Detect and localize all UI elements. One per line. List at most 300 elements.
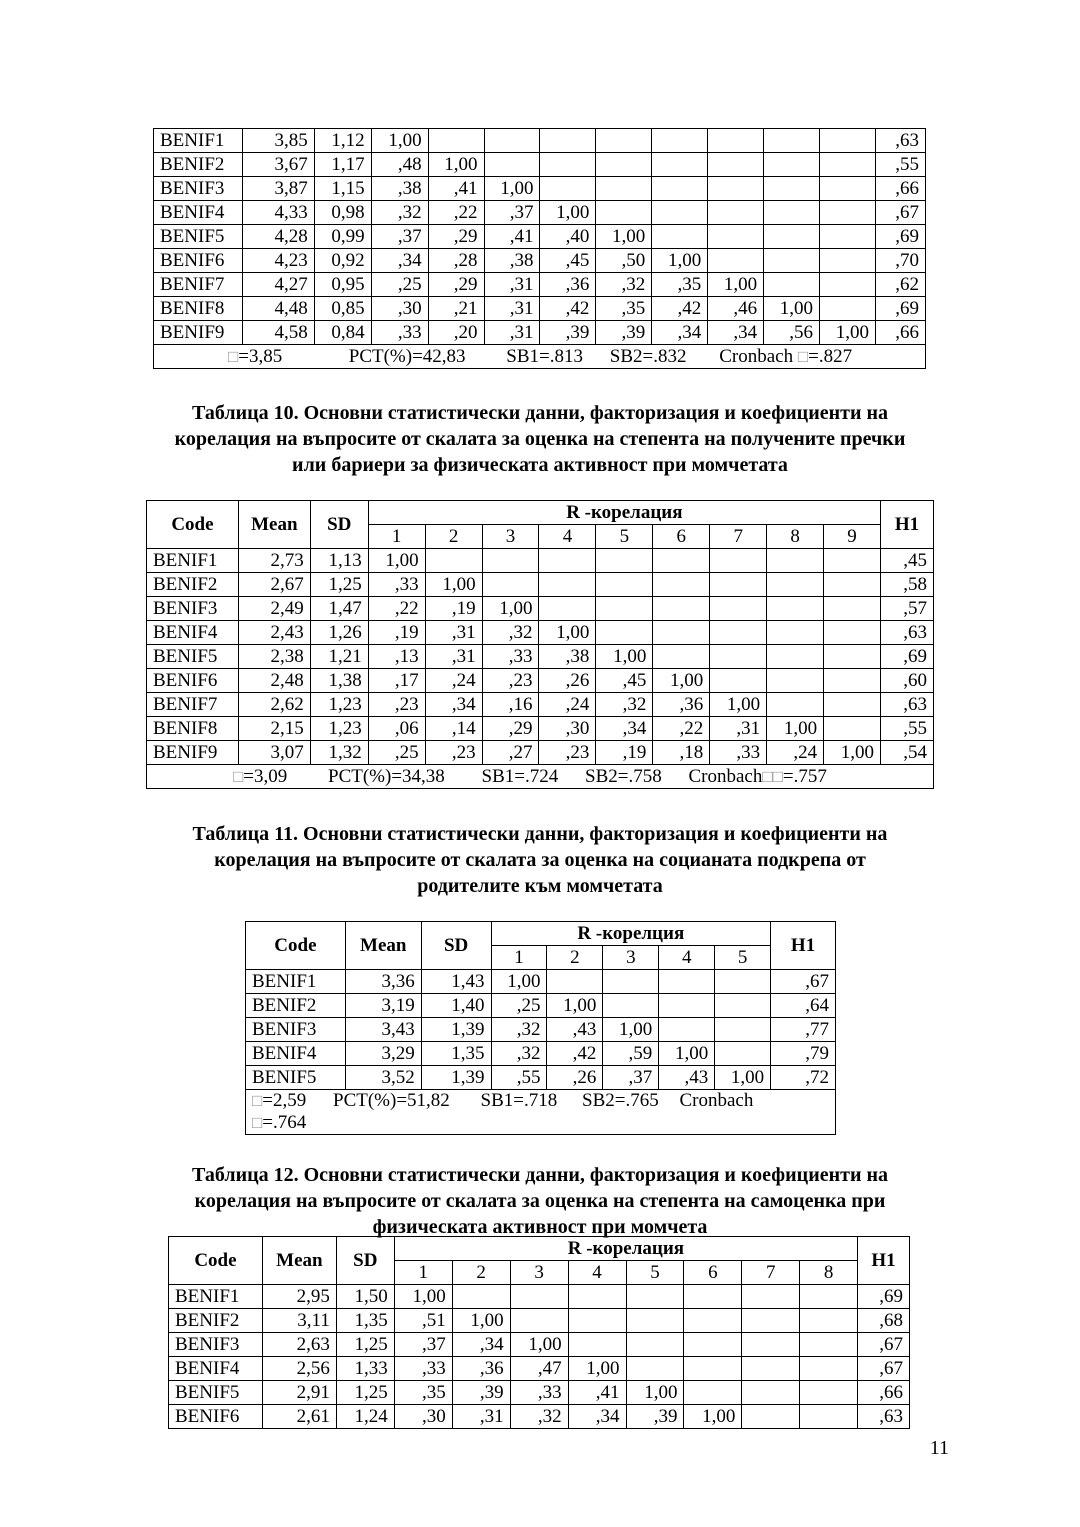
- cell-correlation: 1,00: [394, 1285, 452, 1309]
- cell-mean: 3,85: [242, 129, 314, 153]
- cell-correlation: ,29: [428, 273, 484, 297]
- cell-sd: 1,38: [310, 669, 368, 693]
- cell-correlation: 1,00: [425, 573, 482, 597]
- cell-correlation: [652, 129, 708, 153]
- cell-code: BENIF7: [154, 273, 243, 297]
- cell-correlation: 1,00: [547, 994, 603, 1018]
- cell-correlation: 1,00: [603, 1018, 659, 1042]
- cell-correlation: [767, 669, 824, 693]
- pct-value: PCT(%)=34,38: [328, 765, 445, 787]
- cell-sd: 1,25: [336, 1381, 394, 1405]
- cell-correlation: [820, 249, 876, 273]
- cell-correlation: ,31: [425, 621, 482, 645]
- cell-correlation: ,41: [428, 177, 484, 201]
- cell-correlation: ,30: [539, 717, 596, 741]
- cell-correlation: [482, 573, 539, 597]
- cell-sd: 0,84: [314, 321, 371, 345]
- eigenvalue: =3,09: [243, 765, 288, 787]
- cell-correlation: [764, 153, 820, 177]
- cronbach-label: Cronbach: [688, 765, 763, 787]
- cell-correlation: [820, 129, 876, 153]
- cell-correlation: ,28: [428, 249, 484, 273]
- cell-correlation: [652, 177, 708, 201]
- cell-correlation: ,41: [568, 1381, 626, 1405]
- cell-correlation: [659, 1018, 715, 1042]
- cell-correlation: ,27: [482, 741, 539, 765]
- cell-sd: 1,26: [310, 621, 368, 645]
- cell-correlation: [824, 669, 881, 693]
- cell-code: BENIF6: [154, 249, 243, 273]
- caption-line: корелация на въпросите от скалата за оценка на степента на самоценка при: [194, 1190, 886, 1212]
- caption-line: или бариери за физическата активност при момчетата: [292, 454, 788, 476]
- table-footer-row: [147, 765, 934, 789]
- cell-h1: ,63: [858, 1405, 910, 1429]
- header-col-number: 5: [626, 1261, 684, 1285]
- cell-h1: ,64: [771, 994, 836, 1018]
- header-col-number: 1: [368, 525, 425, 549]
- cell-correlation: ,26: [547, 1066, 603, 1090]
- cell-sd: 1,13: [310, 549, 368, 573]
- cell-sd: 1,35: [336, 1309, 394, 1333]
- table-row: [246, 994, 836, 1018]
- header-col-number: 2: [452, 1261, 510, 1285]
- table-row: [246, 1018, 836, 1042]
- cell-sd: 1,35: [421, 1042, 491, 1066]
- cell-mean: 2,95: [262, 1285, 336, 1309]
- cell-code: BENIF2: [147, 573, 239, 597]
- cell-sd: 1,50: [336, 1285, 394, 1309]
- cell-correlation: [800, 1333, 858, 1357]
- header-col-number: 1: [491, 946, 547, 970]
- cell-correlation: ,35: [394, 1381, 452, 1405]
- cell-correlation: [742, 1309, 800, 1333]
- cell-code: BENIF9: [147, 741, 239, 765]
- table-footer: □=2,59 PCT(%)=51,82 SB1=.718 SB2=.765 Cronbach □=.764: [246, 1090, 836, 1135]
- cell-correlation: ,25: [491, 994, 547, 1018]
- cell-correlation: [568, 1285, 626, 1309]
- cell-h1: ,57: [881, 597, 934, 621]
- cell-correlation: [659, 994, 715, 1018]
- header-col-number: 9: [824, 525, 881, 549]
- sb1-value: SB1=.718: [480, 1090, 558, 1111]
- cell-correlation: ,14: [425, 717, 482, 741]
- cell-h1: ,69: [858, 1285, 910, 1309]
- cell-correlation: ,41: [484, 225, 540, 249]
- cronbach-alpha: =.827: [808, 345, 853, 367]
- cell-correlation: [539, 597, 596, 621]
- table-row: [147, 693, 934, 717]
- cell-correlation: [684, 1309, 742, 1333]
- cell-correlation: ,26: [539, 669, 596, 693]
- cell-correlation: ,34: [708, 321, 764, 345]
- cell-correlation: [484, 153, 540, 177]
- header-code: Code: [169, 1237, 263, 1285]
- cell-correlation: [603, 994, 659, 1018]
- cell-correlation: ,31: [484, 273, 540, 297]
- cell-correlation: [684, 1381, 742, 1405]
- cell-sd: 1,43: [421, 970, 491, 994]
- cell-correlation: [708, 177, 764, 201]
- cell-correlation: [710, 621, 767, 645]
- table-9-continuation: [153, 128, 926, 369]
- cell-mean: 3,67: [242, 153, 314, 177]
- cell-mean: 4,28: [242, 225, 314, 249]
- cell-correlation: [653, 549, 710, 573]
- header-col-number: 6: [653, 525, 710, 549]
- cell-correlation: [824, 549, 881, 573]
- cell-mean: 2,56: [262, 1357, 336, 1381]
- cell-sd: 1,24: [336, 1405, 394, 1429]
- cell-code: BENIF3: [147, 597, 239, 621]
- table-row: [169, 1309, 910, 1333]
- table-footer-row: [246, 1090, 836, 1135]
- cell-correlation: ,13: [368, 645, 425, 669]
- cell-correlation: [767, 573, 824, 597]
- cell-correlation: ,33: [510, 1381, 568, 1405]
- cronbach-alpha: =.757: [782, 765, 827, 787]
- cell-sd: 1,25: [310, 573, 368, 597]
- header-sd: SD: [310, 501, 368, 549]
- cell-correlation: ,47: [510, 1357, 568, 1381]
- cell-sd: 1,39: [421, 1018, 491, 1042]
- cell-correlation: [767, 549, 824, 573]
- cell-correlation: ,18: [653, 741, 710, 765]
- cell-mean: 2,48: [238, 669, 310, 693]
- cell-correlation: 1,00: [684, 1405, 742, 1429]
- cell-h1: ,72: [771, 1066, 836, 1090]
- cell-correlation: [540, 153, 596, 177]
- header-r-correlation: R -корелация: [394, 1237, 857, 1261]
- cell-correlation: ,23: [425, 741, 482, 765]
- header-col-number: 4: [568, 1261, 626, 1285]
- cell-sd: 0,95: [314, 273, 371, 297]
- cell-correlation: [764, 177, 820, 201]
- cell-correlation: [484, 129, 540, 153]
- cell-correlation: 1,00: [368, 549, 425, 573]
- cell-h1: ,55: [875, 153, 925, 177]
- cell-correlation: [742, 1285, 800, 1309]
- cell-correlation: [425, 549, 482, 573]
- cell-mean: 2,67: [238, 573, 310, 597]
- cell-correlation: 1,00: [428, 153, 484, 177]
- cell-correlation: [824, 645, 881, 669]
- cell-correlation: [653, 597, 710, 621]
- cell-correlation: [764, 201, 820, 225]
- cell-correlation: ,19: [425, 597, 482, 621]
- cell-sd: 0,98: [314, 201, 371, 225]
- header-h1: H1: [858, 1237, 910, 1285]
- cell-correlation: 1,00: [510, 1333, 568, 1357]
- cronbach-alpha: =.764: [262, 1112, 307, 1133]
- cell-correlation: 1,00: [491, 970, 547, 994]
- cell-correlation: ,36: [452, 1357, 510, 1381]
- table-footer: □=3,85 PCT(%)=42,83 SB1=.813 SB2=.832 Cronbach □=.827: [154, 345, 926, 369]
- table-row: [147, 645, 934, 669]
- table-10-caption: [130, 400, 950, 478]
- cell-sd: 0,99: [314, 225, 371, 249]
- header-h1: H1: [771, 922, 836, 970]
- cell-sd: 1,12: [314, 129, 371, 153]
- pct-value: PCT(%)=42,83: [348, 345, 466, 367]
- cell-correlation: ,24: [425, 669, 482, 693]
- table-row: [246, 1066, 836, 1090]
- cell-correlation: [764, 249, 820, 273]
- cell-correlation: [715, 1018, 771, 1042]
- cell-mean: 2,38: [238, 645, 310, 669]
- cell-correlation: [824, 597, 881, 621]
- table-11-caption: [130, 821, 950, 899]
- table-row: [246, 970, 836, 994]
- cell-correlation: ,32: [482, 621, 539, 645]
- cell-mean: 2,91: [262, 1381, 336, 1405]
- cell-correlation: [820, 177, 876, 201]
- cell-mean: 3,36: [345, 970, 421, 994]
- cell-mean: 4,27: [242, 273, 314, 297]
- cell-correlation: [540, 129, 596, 153]
- cell-correlation: 1,00: [820, 321, 876, 345]
- cell-correlation: [596, 621, 653, 645]
- cell-correlation: ,50: [596, 249, 652, 273]
- cell-correlation: ,36: [540, 273, 596, 297]
- table-12-caption: [130, 1162, 950, 1240]
- cell-correlation: [824, 573, 881, 597]
- cell-correlation: [539, 549, 596, 573]
- cell-correlation: [452, 1285, 510, 1309]
- cell-correlation: [510, 1285, 568, 1309]
- cell-correlation: [708, 225, 764, 249]
- cell-h1: ,67: [771, 970, 836, 994]
- cell-correlation: [824, 693, 881, 717]
- cell-h1: ,63: [875, 129, 925, 153]
- cell-correlation: [710, 597, 767, 621]
- cell-mean: 2,15: [238, 717, 310, 741]
- table-row: [147, 549, 934, 573]
- cell-correlation: ,45: [540, 249, 596, 273]
- header-col-number: 1: [394, 1261, 452, 1285]
- cell-correlation: [596, 549, 653, 573]
- cell-h1: ,67: [858, 1357, 910, 1381]
- cell-h1: ,79: [771, 1042, 836, 1066]
- cell-correlation: [708, 153, 764, 177]
- eigenvalue: =2,59: [262, 1090, 307, 1111]
- table-row: [154, 153, 926, 177]
- cronbach-label: Cronbach: [679, 1090, 754, 1111]
- cell-correlation: [767, 693, 824, 717]
- cell-h1: ,45: [881, 549, 934, 573]
- cell-h1: ,70: [875, 249, 925, 273]
- cell-correlation: ,23: [539, 741, 596, 765]
- cell-correlation: [742, 1357, 800, 1381]
- cell-code: BENIF1: [169, 1285, 263, 1309]
- header-col-number: 8: [767, 525, 824, 549]
- cell-correlation: ,29: [428, 225, 484, 249]
- cell-correlation: ,37: [603, 1066, 659, 1090]
- table-row: [147, 597, 934, 621]
- table-footer-row: [154, 345, 926, 369]
- cell-correlation: ,39: [452, 1381, 510, 1405]
- header-col-number: 2: [547, 946, 603, 970]
- cell-correlation: [824, 717, 881, 741]
- cell-correlation: ,46: [708, 297, 764, 321]
- cell-correlation: [684, 1357, 742, 1381]
- cell-correlation: [708, 129, 764, 153]
- cell-correlation: [626, 1333, 684, 1357]
- cell-code: BENIF2: [246, 994, 346, 1018]
- cell-correlation: [820, 225, 876, 249]
- cell-mean: 3,07: [238, 741, 310, 765]
- cell-sd: 1,47: [310, 597, 368, 621]
- cell-correlation: 1,00: [626, 1381, 684, 1405]
- header-col-number: 5: [715, 946, 771, 970]
- cell-correlation: ,30: [394, 1405, 452, 1429]
- cell-correlation: ,34: [425, 693, 482, 717]
- table-row: [154, 321, 926, 345]
- table-row: [147, 717, 934, 741]
- cell-correlation: [596, 153, 652, 177]
- cell-h1: ,69: [881, 645, 934, 669]
- cell-correlation: ,42: [540, 297, 596, 321]
- cell-correlation: [820, 273, 876, 297]
- cell-correlation: 1,00: [653, 669, 710, 693]
- cell-correlation: ,36: [653, 693, 710, 717]
- cell-correlation: ,56: [764, 321, 820, 345]
- cell-mean: 2,62: [238, 693, 310, 717]
- cell-correlation: [715, 994, 771, 1018]
- cell-correlation: [653, 645, 710, 669]
- header-col-number: 3: [603, 946, 659, 970]
- header-h1: H1: [881, 501, 934, 549]
- cell-correlation: [708, 249, 764, 273]
- cell-code: BENIF7: [147, 693, 239, 717]
- cell-code: BENIF5: [154, 225, 243, 249]
- cell-h1: ,60: [881, 669, 934, 693]
- table-row: [154, 225, 926, 249]
- cell-correlation: ,34: [652, 321, 708, 345]
- cell-correlation: 1,00: [484, 177, 540, 201]
- cell-code: BENIF4: [169, 1357, 263, 1381]
- cell-code: BENIF6: [169, 1405, 263, 1429]
- header-mean: Mean: [345, 922, 421, 970]
- cell-correlation: [659, 970, 715, 994]
- sb2-value: SB2=.765: [582, 1090, 659, 1111]
- cell-correlation: ,19: [368, 621, 425, 645]
- cell-correlation: [653, 621, 710, 645]
- cell-correlation: 1,00: [715, 1066, 771, 1090]
- cell-mean: 2,43: [238, 621, 310, 645]
- table-row: [154, 129, 926, 153]
- cell-correlation: [626, 1357, 684, 1381]
- cell-h1: ,63: [881, 693, 934, 717]
- table-10: [146, 500, 934, 789]
- header-col-number: 7: [710, 525, 767, 549]
- caption-line: Таблица 10. Основни статистически данни, факторизация и коефициенти на: [192, 402, 888, 424]
- cell-code: BENIF5: [169, 1381, 263, 1405]
- cell-mean: 4,23: [242, 249, 314, 273]
- cell-correlation: [820, 297, 876, 321]
- cell-mean: 2,73: [238, 549, 310, 573]
- cell-correlation: ,22: [368, 597, 425, 621]
- cell-sd: 1,21: [310, 645, 368, 669]
- cell-correlation: [652, 153, 708, 177]
- cell-correlation: [708, 201, 764, 225]
- table-row: [169, 1357, 910, 1381]
- cell-correlation: [742, 1405, 800, 1429]
- header-row: [147, 501, 934, 525]
- header-r-correlation: R -корелация: [368, 501, 880, 525]
- cell-correlation: [800, 1285, 858, 1309]
- cell-h1: ,55: [881, 717, 934, 741]
- cell-correlation: ,33: [482, 645, 539, 669]
- cell-correlation: ,32: [510, 1405, 568, 1429]
- cell-correlation: ,06: [368, 717, 425, 741]
- cell-correlation: ,59: [603, 1042, 659, 1066]
- cell-correlation: [710, 645, 767, 669]
- cell-code: BENIF2: [154, 153, 243, 177]
- cell-correlation: ,29: [482, 717, 539, 741]
- header-mean: Mean: [262, 1237, 336, 1285]
- header-col-number: 4: [539, 525, 596, 549]
- cell-correlation: [596, 201, 652, 225]
- header-sd: SD: [336, 1237, 394, 1285]
- cell-correlation: ,51: [394, 1309, 452, 1333]
- cell-sd: 1,39: [421, 1066, 491, 1090]
- cell-correlation: ,37: [371, 225, 428, 249]
- table-11: [245, 921, 836, 1135]
- cell-correlation: ,43: [547, 1018, 603, 1042]
- cell-correlation: 1,00: [659, 1042, 715, 1066]
- table-row: [147, 573, 934, 597]
- cell-code: BENIF1: [154, 129, 243, 153]
- header-col-number: 3: [482, 525, 539, 549]
- cell-correlation: ,39: [626, 1405, 684, 1429]
- cell-sd: 1,23: [310, 693, 368, 717]
- header-row: [246, 922, 836, 946]
- cell-h1: ,58: [881, 573, 934, 597]
- table-row: [169, 1405, 910, 1429]
- cell-code: BENIF4: [246, 1042, 346, 1066]
- cell-correlation: ,33: [371, 321, 428, 345]
- sb1-value: SB1=.813: [506, 345, 584, 367]
- cell-correlation: ,35: [596, 297, 652, 321]
- cell-mean: 2,61: [262, 1405, 336, 1429]
- cell-correlation: ,38: [484, 249, 540, 273]
- cell-correlation: ,32: [491, 1042, 547, 1066]
- cell-correlation: ,34: [568, 1405, 626, 1429]
- cell-correlation: ,34: [452, 1333, 510, 1357]
- cell-correlation: [820, 153, 876, 177]
- cell-code: BENIF5: [147, 645, 239, 669]
- cell-correlation: [684, 1333, 742, 1357]
- cell-correlation: ,39: [540, 321, 596, 345]
- header-col-number: 8: [800, 1261, 858, 1285]
- cell-mean: 2,63: [262, 1333, 336, 1357]
- cell-correlation: 1,00: [708, 273, 764, 297]
- cell-code: BENIF1: [147, 549, 239, 573]
- cell-correlation: 1,00: [596, 225, 652, 249]
- cell-correlation: ,21: [428, 297, 484, 321]
- cell-correlation: [596, 177, 652, 201]
- cell-sd: 1,40: [421, 994, 491, 1018]
- cell-correlation: 1,00: [596, 645, 653, 669]
- cell-correlation: 1,00: [764, 297, 820, 321]
- cell-correlation: [603, 970, 659, 994]
- cell-correlation: ,37: [484, 201, 540, 225]
- table-row: [154, 177, 926, 201]
- cell-correlation: [710, 549, 767, 573]
- cell-correlation: ,43: [659, 1066, 715, 1090]
- cell-correlation: ,31: [484, 297, 540, 321]
- cell-correlation: [767, 621, 824, 645]
